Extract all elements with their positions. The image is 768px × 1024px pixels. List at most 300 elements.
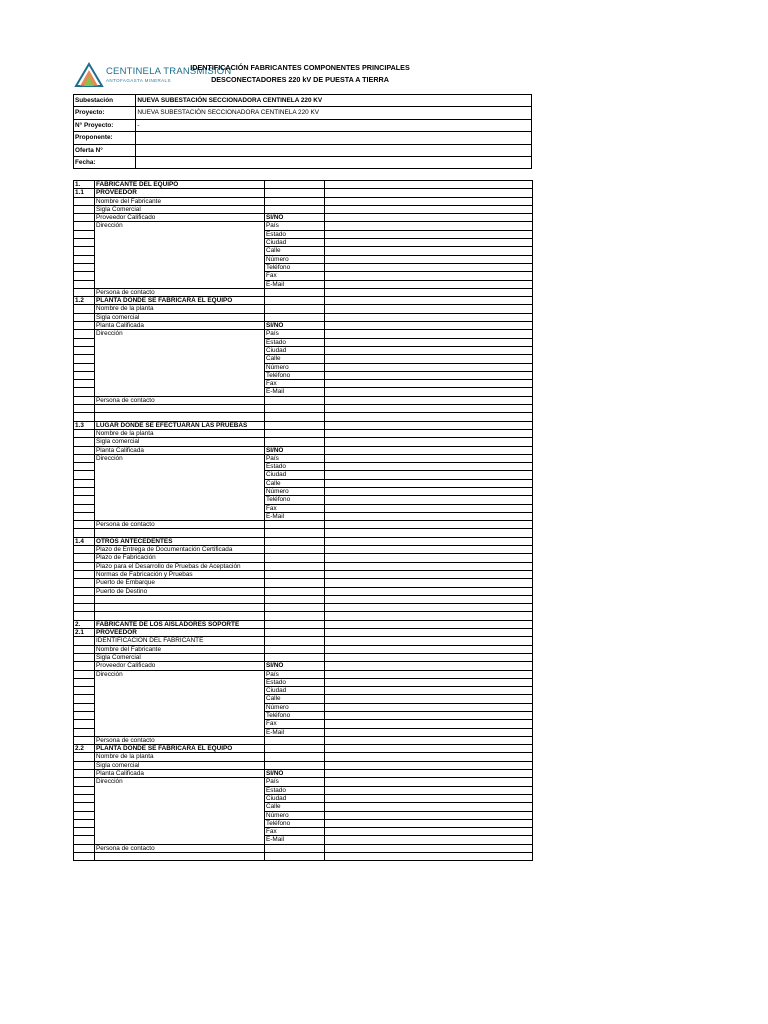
row-number bbox=[74, 471, 95, 479]
row-sublabel bbox=[265, 205, 325, 213]
row-answer[interactable] bbox=[325, 612, 533, 620]
row-sublabel bbox=[265, 853, 325, 861]
row-sublabel bbox=[265, 405, 325, 413]
row-answer[interactable] bbox=[325, 604, 533, 612]
form-row bbox=[74, 438, 533, 446]
row-answer[interactable] bbox=[325, 662, 533, 670]
row-answer[interactable] bbox=[325, 803, 533, 811]
row-answer[interactable] bbox=[325, 380, 533, 388]
row-answer[interactable] bbox=[325, 288, 533, 296]
row-sublabel bbox=[265, 612, 325, 620]
form-row bbox=[74, 471, 533, 479]
row-sublabel bbox=[265, 645, 325, 653]
row-answer[interactable] bbox=[325, 579, 533, 587]
info-value[interactable]: - bbox=[136, 119, 532, 131]
row-label: Plazo para el Desarrollo de Pruebas de Aceptación bbox=[95, 562, 265, 570]
row-answer[interactable] bbox=[325, 363, 533, 371]
row-label bbox=[95, 239, 265, 247]
row-answer[interactable] bbox=[325, 446, 533, 454]
row-sublabel bbox=[265, 629, 325, 637]
row-label: Sigla comercial bbox=[95, 761, 265, 769]
row-answer[interactable] bbox=[325, 305, 533, 313]
row-label: Persona de contacto bbox=[95, 521, 265, 529]
row-sublabel: País bbox=[265, 454, 325, 462]
row-sublabel: SI/NO bbox=[265, 770, 325, 778]
form-row bbox=[74, 371, 533, 379]
row-number: 2. bbox=[74, 620, 95, 628]
row-number bbox=[74, 836, 95, 844]
row-sublabel bbox=[265, 189, 325, 197]
info-value[interactable]: NUEVA SUBESTACIÓN SECCIONADORA CENTINELA 220 KV bbox=[136, 95, 532, 107]
row-sublabel bbox=[265, 637, 325, 645]
form-row bbox=[74, 595, 533, 603]
row-number bbox=[74, 247, 95, 255]
row-answer[interactable] bbox=[325, 853, 533, 861]
row-sublabel: E-Mail bbox=[265, 388, 325, 396]
row-label bbox=[95, 355, 265, 363]
row-number bbox=[74, 380, 95, 388]
form-row bbox=[74, 330, 533, 338]
row-number: 1.1 bbox=[74, 189, 95, 197]
row-number bbox=[74, 388, 95, 396]
row-number bbox=[74, 728, 95, 736]
row-sublabel: Estado bbox=[265, 230, 325, 238]
row-label: Puerto de Destino bbox=[95, 587, 265, 595]
row-label: Sigla Comercial bbox=[95, 205, 265, 213]
row-sublabel bbox=[265, 421, 325, 429]
row-sublabel: Teléfono bbox=[265, 371, 325, 379]
row-answer[interactable] bbox=[325, 811, 533, 819]
row-sublabel bbox=[265, 562, 325, 570]
row-answer[interactable] bbox=[325, 255, 533, 263]
row-number bbox=[74, 521, 95, 529]
row-sublabel: Estado bbox=[265, 338, 325, 346]
row-answer[interactable] bbox=[325, 396, 533, 404]
row-answer[interactable] bbox=[325, 529, 533, 537]
row-label bbox=[95, 728, 265, 736]
row-answer[interactable] bbox=[325, 413, 533, 421]
row-answer[interactable] bbox=[325, 554, 533, 562]
row-answer[interactable] bbox=[325, 720, 533, 728]
form-row bbox=[74, 529, 533, 537]
form-row bbox=[74, 222, 533, 230]
form-row bbox=[74, 346, 533, 354]
row-sublabel bbox=[265, 604, 325, 612]
row-label bbox=[95, 463, 265, 471]
row-answer[interactable] bbox=[325, 371, 533, 379]
row-label bbox=[95, 828, 265, 836]
form-row bbox=[74, 579, 533, 587]
row-sublabel bbox=[265, 620, 325, 628]
row-answer[interactable] bbox=[325, 272, 533, 280]
row-answer[interactable] bbox=[325, 189, 533, 197]
form-row bbox=[74, 429, 533, 437]
row-sublabel: Teléfono bbox=[265, 496, 325, 504]
form-row bbox=[74, 413, 533, 421]
row-answer[interactable] bbox=[325, 438, 533, 446]
row-label bbox=[95, 712, 265, 720]
row-label bbox=[95, 388, 265, 396]
row-label: Proveedor Calificado bbox=[95, 662, 265, 670]
row-label: OTROS ANTECEDENTES bbox=[95, 537, 265, 545]
info-label: Proponente: bbox=[74, 132, 136, 144]
row-answer[interactable] bbox=[325, 620, 533, 628]
info-label: N° Proyecto: bbox=[74, 119, 136, 131]
form-row bbox=[74, 728, 533, 736]
row-sublabel: Ciudad bbox=[265, 471, 325, 479]
row-answer[interactable] bbox=[325, 346, 533, 354]
row-label: Dirección bbox=[95, 222, 265, 230]
form-row bbox=[74, 504, 533, 512]
row-answer[interactable] bbox=[325, 205, 533, 213]
row-answer[interactable] bbox=[325, 736, 533, 744]
form-row bbox=[74, 546, 533, 554]
form-row bbox=[74, 662, 533, 670]
row-answer[interactable] bbox=[325, 629, 533, 637]
row-label: Persona de contacto bbox=[95, 736, 265, 744]
form-row bbox=[74, 844, 533, 852]
row-label bbox=[95, 479, 265, 487]
form-row bbox=[74, 479, 533, 487]
row-answer[interactable] bbox=[325, 247, 533, 255]
row-sublabel: País bbox=[265, 222, 325, 230]
row-number: 1.3 bbox=[74, 421, 95, 429]
row-answer[interactable] bbox=[325, 753, 533, 761]
row-answer[interactable] bbox=[325, 181, 533, 189]
row-label: Sigla Comercial bbox=[95, 653, 265, 661]
row-sublabel: País bbox=[265, 330, 325, 338]
row-answer[interactable] bbox=[325, 454, 533, 462]
row-number bbox=[74, 280, 95, 288]
row-number bbox=[74, 429, 95, 437]
row-label bbox=[95, 853, 265, 861]
row-sublabel bbox=[265, 181, 325, 189]
row-answer[interactable] bbox=[325, 405, 533, 413]
row-number bbox=[74, 197, 95, 205]
row-sublabel: Calle bbox=[265, 355, 325, 363]
row-answer[interactable] bbox=[325, 761, 533, 769]
row-answer[interactable] bbox=[325, 496, 533, 504]
row-number bbox=[74, 811, 95, 819]
row-number: 2.2 bbox=[74, 745, 95, 753]
row-number bbox=[74, 753, 95, 761]
row-sublabel: Número bbox=[265, 487, 325, 495]
row-number bbox=[74, 454, 95, 462]
row-sublabel: SI/NO bbox=[265, 322, 325, 330]
row-sublabel: Estado bbox=[265, 786, 325, 794]
row-number bbox=[74, 803, 95, 811]
row-answer[interactable] bbox=[325, 512, 533, 520]
row-answer[interactable] bbox=[325, 197, 533, 205]
row-number bbox=[74, 720, 95, 728]
logo-mark-icon bbox=[74, 62, 104, 90]
row-answer[interactable] bbox=[325, 844, 533, 852]
form-row bbox=[74, 712, 533, 720]
row-sublabel bbox=[265, 438, 325, 446]
row-sublabel bbox=[265, 546, 325, 554]
form-row bbox=[74, 272, 533, 280]
row-sublabel bbox=[265, 313, 325, 321]
row-answer[interactable] bbox=[325, 429, 533, 437]
info-value[interactable] bbox=[136, 156, 532, 168]
form-row bbox=[74, 703, 533, 711]
row-answer[interactable] bbox=[325, 388, 533, 396]
row-number bbox=[74, 396, 95, 404]
row-label bbox=[95, 604, 265, 612]
row-answer[interactable] bbox=[325, 521, 533, 529]
form-row bbox=[74, 678, 533, 686]
info-label: Fecha: bbox=[74, 156, 136, 168]
form-row bbox=[74, 396, 533, 404]
row-answer[interactable] bbox=[325, 637, 533, 645]
row-sublabel: Estado bbox=[265, 678, 325, 686]
row-number bbox=[74, 222, 95, 230]
row-sublabel: Ciudad bbox=[265, 239, 325, 247]
row-label: Nombre de la planta bbox=[95, 305, 265, 313]
row-label: Persona de contacto bbox=[95, 288, 265, 296]
row-answer[interactable] bbox=[325, 712, 533, 720]
row-answer[interactable] bbox=[325, 463, 533, 471]
info-label: Oferta N° bbox=[74, 144, 136, 156]
row-answer[interactable] bbox=[325, 479, 533, 487]
row-answer[interactable] bbox=[325, 421, 533, 429]
row-answer[interactable] bbox=[325, 471, 533, 479]
row-sublabel: Fax bbox=[265, 720, 325, 728]
row-label bbox=[95, 803, 265, 811]
row-answer[interactable] bbox=[325, 487, 533, 495]
row-label: Nombre del Fabricante bbox=[95, 197, 265, 205]
row-label: FABRICANTE DE LOS AISLADORES SOPORTE bbox=[95, 620, 265, 628]
row-label: Planta Calificada bbox=[95, 446, 265, 454]
row-sublabel bbox=[265, 579, 325, 587]
row-number bbox=[74, 695, 95, 703]
form-row bbox=[74, 297, 533, 305]
row-number: 1.2 bbox=[74, 297, 95, 305]
row-answer[interactable] bbox=[325, 570, 533, 578]
row-sublabel bbox=[265, 844, 325, 852]
form-row bbox=[74, 687, 533, 695]
row-answer[interactable] bbox=[325, 239, 533, 247]
form-row bbox=[74, 463, 533, 471]
row-label bbox=[95, 405, 265, 413]
row-sublabel bbox=[265, 429, 325, 437]
form-row bbox=[74, 263, 533, 271]
row-answer[interactable] bbox=[325, 595, 533, 603]
row-answer[interactable] bbox=[325, 214, 533, 222]
row-label: Puerto de Embarque bbox=[95, 579, 265, 587]
row-label: Proveedor Calificado bbox=[95, 214, 265, 222]
row-label: PLANTA DONDE SE FABRICARÁ EL EQUIPO bbox=[95, 745, 265, 753]
row-sublabel bbox=[265, 529, 325, 537]
row-answer[interactable] bbox=[325, 230, 533, 238]
row-sublabel: Número bbox=[265, 703, 325, 711]
form-row bbox=[74, 322, 533, 330]
row-answer[interactable] bbox=[325, 670, 533, 678]
row-sublabel bbox=[265, 521, 325, 529]
row-answer[interactable] bbox=[325, 695, 533, 703]
row-sublabel bbox=[265, 297, 325, 305]
row-answer[interactable] bbox=[325, 280, 533, 288]
row-label bbox=[95, 230, 265, 238]
row-number bbox=[74, 844, 95, 852]
form-row bbox=[74, 562, 533, 570]
row-answer[interactable] bbox=[325, 330, 533, 338]
info-row bbox=[74, 156, 532, 168]
info-row bbox=[74, 95, 532, 107]
row-answer[interactable] bbox=[325, 504, 533, 512]
row-answer[interactable] bbox=[325, 297, 533, 305]
row-answer[interactable] bbox=[325, 703, 533, 711]
row-number bbox=[74, 496, 95, 504]
row-sublabel bbox=[265, 736, 325, 744]
row-sublabel: Teléfono bbox=[265, 819, 325, 827]
row-number bbox=[74, 778, 95, 786]
form-row bbox=[74, 794, 533, 802]
row-number bbox=[74, 338, 95, 346]
row-answer[interactable] bbox=[325, 828, 533, 836]
manufacturer-form-table bbox=[73, 180, 533, 861]
form-row bbox=[74, 405, 533, 413]
row-label bbox=[95, 363, 265, 371]
form-row bbox=[74, 629, 533, 637]
row-label: Dirección bbox=[95, 670, 265, 678]
row-answer[interactable] bbox=[325, 338, 533, 346]
row-sublabel: SI/NO bbox=[265, 662, 325, 670]
row-answer[interactable] bbox=[325, 794, 533, 802]
form-row bbox=[74, 653, 533, 661]
row-sublabel: Fax bbox=[265, 272, 325, 280]
form-row bbox=[74, 487, 533, 495]
form-row bbox=[74, 189, 533, 197]
row-sublabel: SI/NO bbox=[265, 446, 325, 454]
row-number bbox=[74, 670, 95, 678]
form-row bbox=[74, 778, 533, 786]
row-number bbox=[74, 653, 95, 661]
row-answer[interactable] bbox=[325, 587, 533, 595]
row-label: PLANTA DONDE SE FABRICARÁ EL EQUIPO bbox=[95, 297, 265, 305]
form-row bbox=[74, 521, 533, 529]
form-row bbox=[74, 753, 533, 761]
row-label: Normas de Fabricación y Pruebas bbox=[95, 570, 265, 578]
row-answer[interactable] bbox=[325, 313, 533, 321]
row-number bbox=[74, 371, 95, 379]
form-row bbox=[74, 355, 533, 363]
row-number bbox=[74, 239, 95, 247]
row-label bbox=[95, 280, 265, 288]
row-number bbox=[74, 272, 95, 280]
row-answer[interactable] bbox=[325, 678, 533, 686]
row-answer[interactable] bbox=[325, 728, 533, 736]
row-sublabel: Calle bbox=[265, 803, 325, 811]
row-number bbox=[74, 446, 95, 454]
row-number bbox=[74, 712, 95, 720]
row-number bbox=[74, 355, 95, 363]
row-sublabel: Estado bbox=[265, 463, 325, 471]
form-row bbox=[74, 819, 533, 827]
form-row bbox=[74, 446, 533, 454]
form-row bbox=[74, 604, 533, 612]
row-answer[interactable] bbox=[325, 836, 533, 844]
row-answer[interactable] bbox=[325, 687, 533, 695]
row-number bbox=[74, 263, 95, 271]
info-value[interactable]: NUEVA SUBESTACIÓN SECCIONADORA CENTINELA 220 KV bbox=[136, 107, 532, 119]
row-answer[interactable] bbox=[325, 778, 533, 786]
info-value[interactable] bbox=[136, 144, 532, 156]
row-label: Dirección bbox=[95, 330, 265, 338]
row-answer[interactable] bbox=[325, 355, 533, 363]
row-answer[interactable] bbox=[325, 653, 533, 661]
row-label bbox=[95, 496, 265, 504]
form-row bbox=[74, 637, 533, 645]
row-answer[interactable] bbox=[325, 537, 533, 545]
row-sublabel: Teléfono bbox=[265, 712, 325, 720]
row-answer[interactable] bbox=[325, 819, 533, 827]
form-row bbox=[74, 587, 533, 595]
document-subtitle: DESCONECTADORES 220 kV DE PUESTA A TIERRA bbox=[211, 75, 389, 84]
form-row bbox=[74, 388, 533, 396]
row-answer[interactable] bbox=[325, 562, 533, 570]
row-label: PROVEEDOR bbox=[95, 629, 265, 637]
row-number bbox=[74, 703, 95, 711]
row-sublabel: Número bbox=[265, 363, 325, 371]
row-number bbox=[74, 214, 95, 222]
info-value[interactable] bbox=[136, 132, 532, 144]
info-label: Proyecto: bbox=[74, 107, 136, 119]
info-label: Subestación bbox=[74, 95, 136, 107]
form-row bbox=[74, 695, 533, 703]
row-sublabel: Calle bbox=[265, 247, 325, 255]
row-sublabel: Calle bbox=[265, 479, 325, 487]
row-answer[interactable] bbox=[325, 745, 533, 753]
row-label bbox=[95, 794, 265, 802]
form-row bbox=[74, 836, 533, 844]
row-number bbox=[74, 205, 95, 213]
row-number bbox=[74, 313, 95, 321]
row-answer[interactable] bbox=[325, 222, 533, 230]
row-number bbox=[74, 595, 95, 603]
row-label bbox=[95, 471, 265, 479]
row-answer[interactable] bbox=[325, 263, 533, 271]
row-number bbox=[74, 405, 95, 413]
row-answer[interactable] bbox=[325, 546, 533, 554]
row-number bbox=[74, 288, 95, 296]
row-number bbox=[74, 562, 95, 570]
row-sublabel: Fax bbox=[265, 504, 325, 512]
row-label bbox=[95, 720, 265, 728]
row-label: Dirección bbox=[95, 778, 265, 786]
document-title: IDENTIFICACIÓN FABRICANTES COMPONENTES PRINCIPALES bbox=[190, 63, 410, 72]
row-answer[interactable] bbox=[325, 645, 533, 653]
row-label: FABRICANTE DEL EQUIPO bbox=[95, 181, 265, 189]
row-label bbox=[95, 529, 265, 537]
row-number bbox=[74, 662, 95, 670]
row-label: Planta Calificada bbox=[95, 770, 265, 778]
row-label: Nombre del Fabricante bbox=[95, 645, 265, 653]
row-answer[interactable] bbox=[325, 322, 533, 330]
row-sublabel bbox=[265, 537, 325, 545]
row-sublabel bbox=[265, 305, 325, 313]
row-sublabel bbox=[265, 554, 325, 562]
row-answer[interactable] bbox=[325, 786, 533, 794]
row-number bbox=[74, 587, 95, 595]
row-answer[interactable] bbox=[325, 770, 533, 778]
row-sublabel bbox=[265, 570, 325, 578]
form-row bbox=[74, 828, 533, 836]
form-row bbox=[74, 230, 533, 238]
row-number bbox=[74, 554, 95, 562]
row-sublabel bbox=[265, 753, 325, 761]
row-label bbox=[95, 380, 265, 388]
